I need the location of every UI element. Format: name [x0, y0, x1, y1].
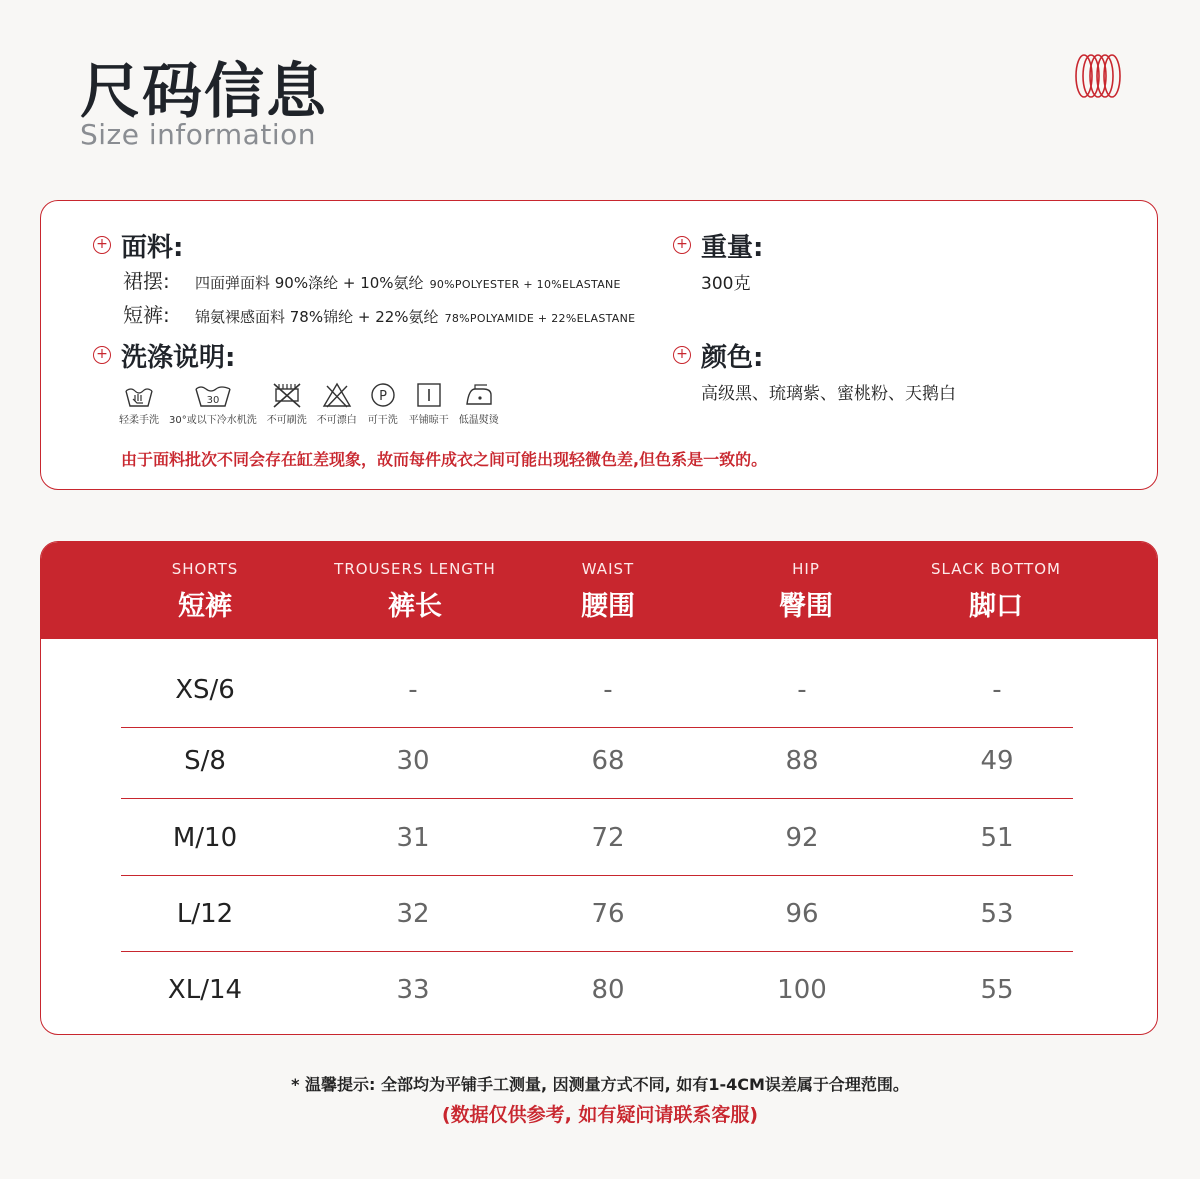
care-title: 洗涤说明:: [121, 342, 236, 373]
column-header-zh: 裤长: [388, 591, 442, 622]
care-item: [459, 381, 499, 426]
care-item: [409, 381, 449, 426]
fabric-row: [123, 265, 635, 295]
size-cell: XL/14: [167, 975, 243, 1005]
column-header-en: SHORTS: [171, 560, 239, 578]
slack-bottom-cell: -: [992, 675, 1002, 705]
hip-cell: 92: [785, 823, 819, 853]
care-label: 可干洗: [367, 415, 398, 426]
color-section: [673, 339, 956, 404]
table-header: [41, 542, 1157, 639]
fabric-row-main: 锦氨裸感面料 78%锦纶 + 22%氨纶: [195, 308, 439, 326]
care-label: 30°或以下冷水机洗: [169, 415, 257, 426]
slack-bottom-cell: 55: [980, 975, 1014, 1005]
weight-value: 300克: [701, 274, 751, 294]
fabric-row-main: 四面弹面料 90%涤纶 + 10%氨纶: [195, 274, 424, 292]
care-label: 平铺晾干: [408, 415, 449, 426]
low-iron-icon: [463, 381, 495, 409]
column-header-zh: 臀围: [779, 591, 833, 622]
care-item: [169, 381, 257, 426]
column-header-zh: 脚口: [969, 591, 1023, 622]
size-cell: S/8: [184, 746, 226, 776]
color-value: 高级黑、琉璃紫、蜜桃粉、天鹅白: [701, 384, 956, 404]
hip-cell: 100: [777, 975, 827, 1005]
no-brush-icon: [271, 381, 303, 409]
size-cell: XS/6: [175, 675, 235, 705]
flat-dry-icon: [413, 381, 445, 409]
length-cell: -: [408, 675, 418, 705]
hip-cell: 96: [785, 899, 819, 929]
slack-bottom-cell: 51: [980, 823, 1014, 853]
size-table: [40, 541, 1158, 1035]
plus-circle-icon: +: [93, 346, 111, 364]
care-label: 不可漂白: [316, 415, 357, 426]
column-header-en: TROUSERS LENGTH: [334, 560, 496, 578]
color-difference-notice: 由于面料批次不同会存在缸差现象，故而每件成衣之间可能出现轻微色差,但色系是一致的。: [121, 450, 768, 469]
fabric-section: [93, 229, 635, 329]
waist-cell: 72: [591, 823, 625, 853]
care-item: [367, 381, 399, 426]
waist-cell: 76: [591, 899, 625, 929]
rings-decoration-icon: [1074, 52, 1122, 100]
length-cell: 30: [396, 746, 430, 776]
care-label: 低温熨烫: [458, 415, 499, 426]
table-row: [121, 876, 1073, 952]
table-row: [121, 800, 1073, 876]
plus-circle-icon: +: [673, 346, 691, 364]
fabric-row-en: 90%POLYESTER + 10%ELASTANE: [429, 278, 621, 291]
page-title: 尺码信息: [80, 57, 328, 127]
weight-title: 重量:: [701, 232, 764, 263]
measurement-tip: * 温馨提示: 全部均为平铺手工测量, 因测量方式不同, 如有1-4CM误差属于合理范围。: [291, 1075, 909, 1094]
dry-clean-p-icon: [367, 381, 399, 409]
fabric-row-name: 裙摆:: [123, 269, 170, 293]
hip-cell: 88: [785, 746, 819, 776]
column-header: [876, 560, 1116, 623]
column-header-en: HIP: [792, 560, 820, 578]
table-row: [121, 652, 1073, 728]
machine-wash-30-icon: [193, 381, 233, 409]
weight-section: [673, 229, 763, 294]
table-row: [121, 952, 1073, 1028]
care-item: [317, 381, 357, 426]
waist-cell: 80: [591, 975, 625, 1005]
length-cell: 32: [396, 899, 430, 929]
waist-cell: -: [603, 675, 613, 705]
no-bleach-icon: [321, 381, 353, 409]
column-header-en: SLACK BOTTOM: [931, 560, 1061, 578]
color-title: 颜色:: [701, 342, 764, 373]
reference-note: (数据仅供参考, 如有疑问请联系客服): [441, 1104, 759, 1126]
fabric-title: 面料:: [121, 232, 184, 263]
svg-text:30: 30: [206, 395, 220, 406]
plus-circle-icon: +: [673, 236, 691, 254]
length-cell: 31: [396, 823, 430, 853]
care-item: [267, 381, 307, 426]
care-section: [93, 339, 509, 426]
fabric-row-en: 78%POLYAMIDE + 22%ELASTANE: [444, 312, 636, 325]
length-cell: 33: [396, 975, 430, 1005]
svg-text:P: P: [378, 389, 387, 404]
care-item: [119, 381, 159, 426]
fabric-row: [123, 299, 635, 329]
fabric-row-name: 短裤:: [123, 303, 170, 327]
care-label: 轻柔手洗: [119, 415, 159, 426]
slack-bottom-cell: 53: [980, 899, 1014, 929]
column-header-zh: 腰围: [581, 591, 635, 622]
hip-cell: -: [797, 675, 807, 705]
waist-cell: 68: [591, 746, 625, 776]
size-cell: L/12: [176, 899, 234, 929]
plus-circle-icon: +: [93, 236, 111, 254]
table-row: [121, 723, 1073, 799]
hand-wash-icon: [123, 381, 155, 409]
page-subtitle: Size information: [80, 118, 316, 151]
slack-bottom-cell: 49: [980, 746, 1014, 776]
info-card: [40, 200, 1158, 490]
column-header-en: WAIST: [581, 560, 635, 578]
care-label: 不可刷洗: [266, 415, 307, 426]
column-header-zh: 短裤: [178, 591, 232, 622]
size-cell: M/10: [172, 823, 238, 853]
column-header: [85, 560, 325, 623]
